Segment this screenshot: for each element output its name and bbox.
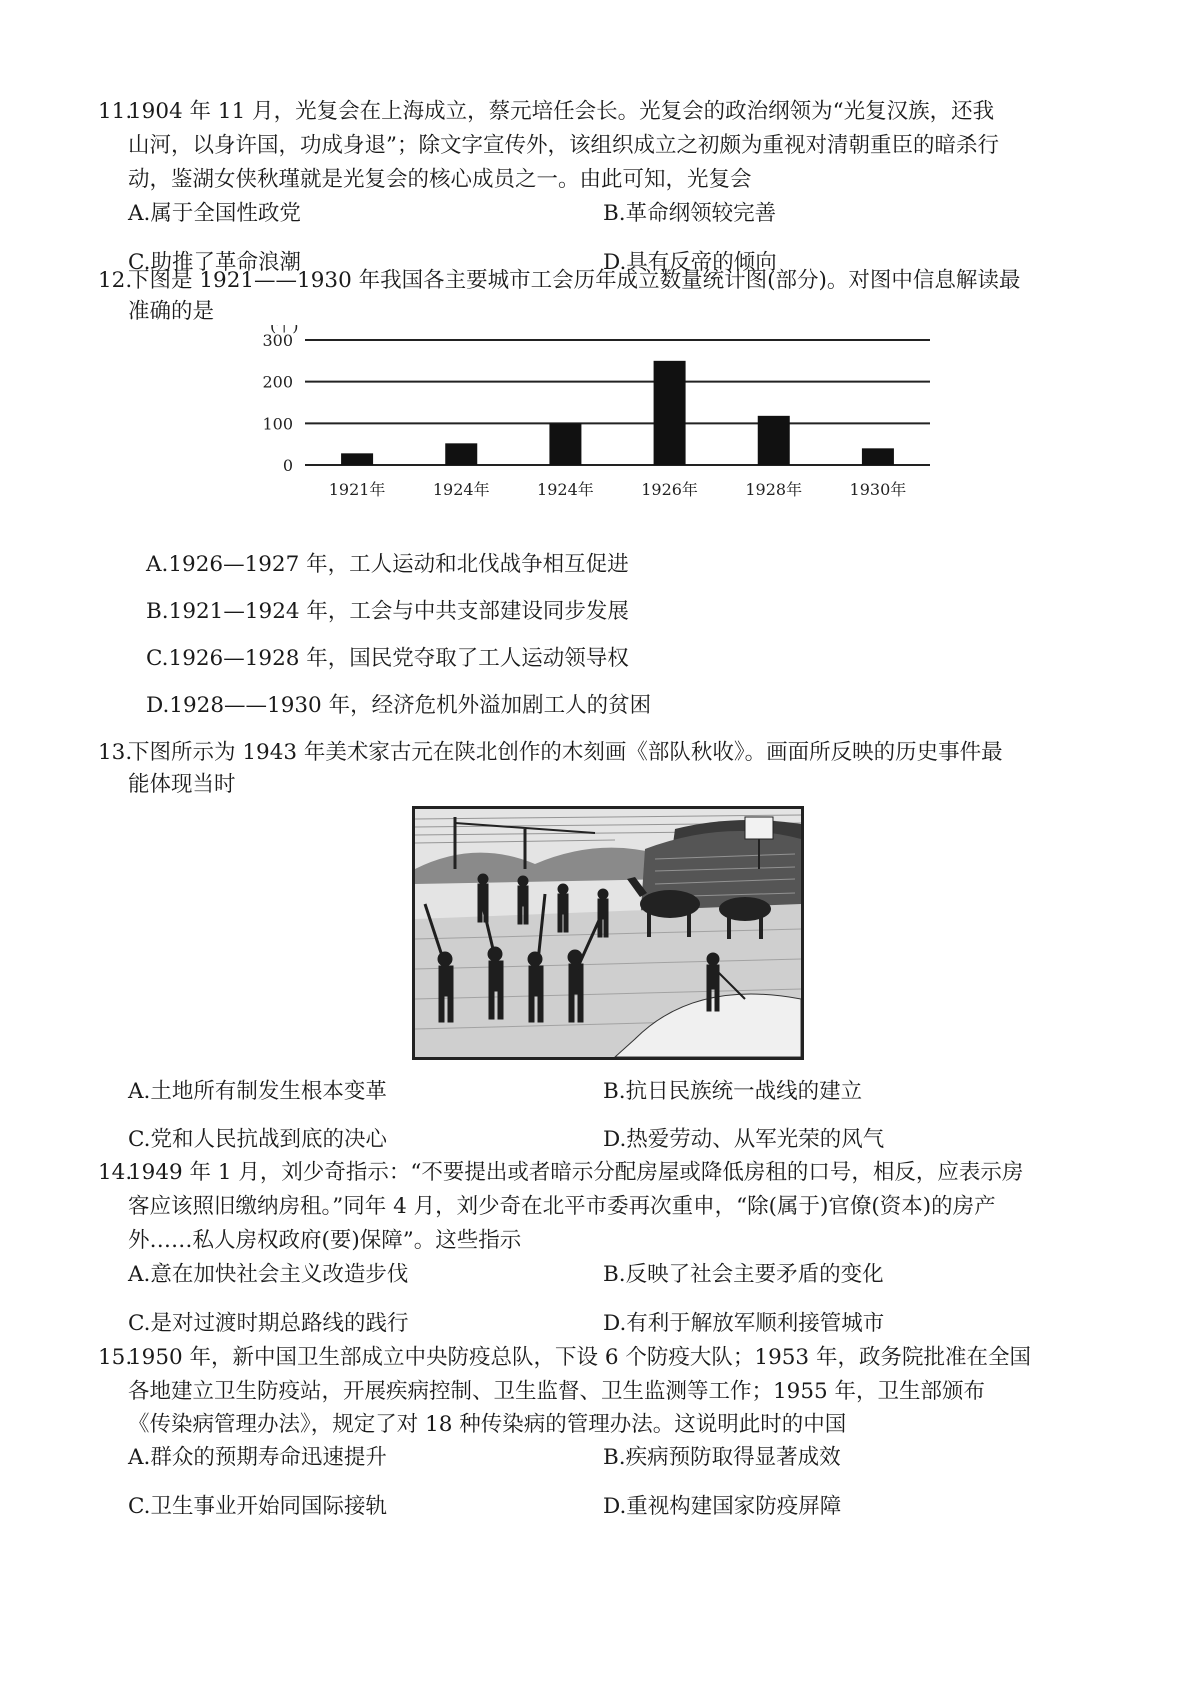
question-12-option-b[interactable]: B.1921—1924 年，工会与中共支部建设同步发展 [146,599,629,624]
question-13-option-a[interactable]: A.土地所有制发生根本变革 [128,1079,387,1104]
question-12-number: 12. [98,268,133,293]
question-11-option-d[interactable]: D.具有反帝的倾向 [603,250,777,275]
question-11-stem-line-1: 1904 年 11 月，光复会在上海成立，蔡元培任会长。光复会的政治纲领为“光复汉族，还我 [128,99,995,124]
question-15-option-a[interactable]: A.群众的预期寿命迅速提升 [128,1445,387,1470]
question-12-option-d[interactable]: D.1928——1930 年，经济危机外溢加剧工人的贫困 [146,693,652,718]
x-tick-label-4: 1928年 [745,480,803,499]
question-14-stem-line-1: 1949 年 1 月，刘少奇指示：“不要提出或者暗示分配房屋或降低房租的口号，相反，应表示房 [128,1160,1024,1185]
question-11-option-c[interactable]: C.助推了革命浪潮 [128,250,302,275]
question-12-stem-line-2: 准确的是 [128,299,215,324]
question-15-stem-line-3: 《传染病管理办法》，规定了对 18 种传染病的管理办法。这说明此时的中国 [128,1412,847,1437]
y-tick-label-0: 0 [282,456,293,475]
y-tick-label-300: 300 [262,331,293,350]
union-count-bar-chart [250,325,950,540]
question-15-stem-line-1: 1950 年，新中国卫生部成立中央防疫总队，下设 6 个防疫大队；1953 年，政务院批准在全国 [128,1345,1031,1370]
question-15-option-d[interactable]: D.重视构建国家防疫屏障 [603,1494,842,1519]
question-12-option-c[interactable]: C.1926—1928 年，国民党夺取了工人运动领导权 [146,646,629,671]
bar-2 [549,423,581,465]
question-14-stem-line-3: 外……私人房权政府(要)保障”。这些指示 [128,1228,522,1253]
question-15-stem-line-2: 各地建立卫生防疫站，开展疾病控制、卫生监督、卫生监测等工作；1955 年，卫生部颁布 [128,1379,986,1404]
question-14-option-d[interactable]: D.有利于解放军顺利接管城市 [603,1311,885,1336]
question-11-number: 11. [98,99,133,124]
y-tick-label-200: 200 [262,372,293,392]
question-11-stem-line-2: 山河，以身许国，功成身退”；除文字宣传外，该组织成立之初颇为重视对清朝重臣的暗杀行 [128,133,999,158]
question-14-stem-line-2: 客应该照旧缴纳房租。”同年 4 月，刘少奇在北平市委再次重申，“除(属于)官僚(资本)的房产 [128,1194,996,1219]
bar-1 [445,443,477,465]
question-13-stem-line-1: 下图所示为 1943 年美术家古元在陕北创作的木刻画《部队秋收》。画面所反映的历史事件最 [128,740,1003,765]
bar-3 [654,361,686,465]
x-tick-label-1: 1924年 [432,480,490,499]
x-tick-label-5: 1930年 [849,480,907,499]
question-14-number: 14. [98,1160,133,1185]
question-13-option-c[interactable]: C.党和人民抗战到底的决心 [128,1127,388,1152]
y-axis-unit-label: (个) [270,325,299,335]
question-13-option-d[interactable]: D.热爱劳动、从军光荣的风气 [603,1127,885,1152]
question-13-stem-line-2: 能体现当时 [128,772,236,797]
woodcut-illustration [415,809,801,1057]
woodcut-autumn-harvest-image [412,806,804,1060]
question-15-number: 15. [98,1345,133,1370]
x-tick-label-2: 1924年 [537,480,594,499]
question-12-stem-line-1: 下图是 1921——1930 年我国各主要城市工会历年成立数量统计图(部分)。对图中信息解读最 [128,268,1021,293]
question-12-option-a[interactable]: A.1926—1927 年，工人运动和北伐战争相互促进 [146,552,629,577]
question-14-option-b[interactable]: B.反映了社会主要矛盾的变化 [603,1262,884,1287]
bar-5 [862,448,894,465]
question-13-option-b[interactable]: B.抗日民族统一战线的建立 [603,1079,863,1104]
question-13-number: 13. [98,740,133,765]
y-tick-label-100: 100 [262,414,293,434]
x-tick-label-3: 1926年 [641,480,698,499]
chart-svg [250,325,950,540]
question-11-stem-line-3: 动，鉴湖女侠秋瑾就是光复会的核心成员之一。由此可知，光复会 [128,167,752,192]
question-14-option-a[interactable]: A.意在加快社会主义改造步伐 [128,1262,409,1287]
bar-0 [341,453,373,465]
question-15-option-c[interactable]: C.卫生事业开始同国际接轨 [128,1494,388,1519]
bar-4 [758,416,790,465]
x-tick-label-0: 1921年 [328,480,386,499]
question-14-option-c[interactable]: C.是对过渡时期总路线的践行 [128,1311,409,1336]
question-11-option-b[interactable]: B.革命纲领较完善 [603,201,777,226]
question-15-option-b[interactable]: B.疾病预防取得显著成效 [603,1445,841,1470]
question-11-option-a[interactable]: A.属于全国性政党 [128,201,301,226]
